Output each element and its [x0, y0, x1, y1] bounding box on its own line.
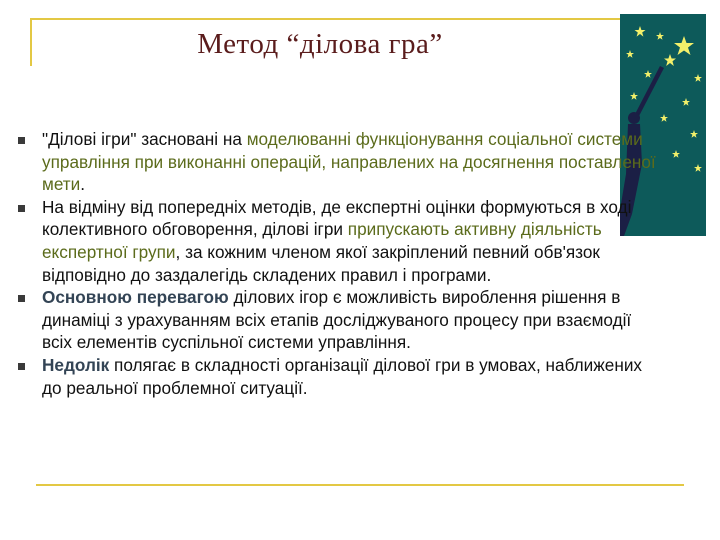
bullet-item — [18, 286, 658, 354]
square-bullet-icon — [18, 363, 25, 370]
square-bullet-icon — [18, 295, 25, 302]
frame-top-rule — [30, 18, 702, 20]
bullet-text: полягає в складності організації ділової гри в умовах, наближених до реальної проблемної ситуації. — [42, 354, 643, 398]
bullet-text: На відміну від попередніх методів, де експертні оцінки формуються в ході колективного обговорення, ділові ігри — [42, 196, 632, 240]
bold-term: Недолік — [42, 354, 110, 375]
highlighted-text: моделюванні функціонування соціальної системи управління при виконанні операцій, направлених на досягнення поставленої мети — [42, 129, 656, 195]
slide-title: Метод “ділова гра” — [197, 28, 443, 60]
bullet-item — [18, 196, 658, 286]
bullet-text: . — [80, 174, 86, 195]
bold-term: Основною перевагою — [42, 287, 229, 308]
bullet-item — [18, 354, 658, 399]
frame-left-rule — [30, 18, 32, 66]
highlighted-text: припускають активну діяльність експертної групи — [42, 219, 602, 262]
bullet-text: ділових ігор є можливість вироблення рішення в динаміці з урахуванням всіх етапів досліджуваного процесу при взаємодії всіх елементів суспільної системи управління. — [42, 287, 632, 353]
bullet-list — [18, 128, 658, 399]
square-bullet-icon — [18, 137, 25, 144]
bullet-text: , за кожним членом якої закріплений певний обв'язок відповідно до заздалегідь складених правил і програми. — [42, 241, 600, 285]
frame-bottom-rule — [36, 484, 684, 486]
bullet-item — [18, 128, 658, 196]
square-bullet-icon — [18, 205, 25, 212]
bullet-text: "Ділові ігри" засновані на — [42, 129, 247, 149]
